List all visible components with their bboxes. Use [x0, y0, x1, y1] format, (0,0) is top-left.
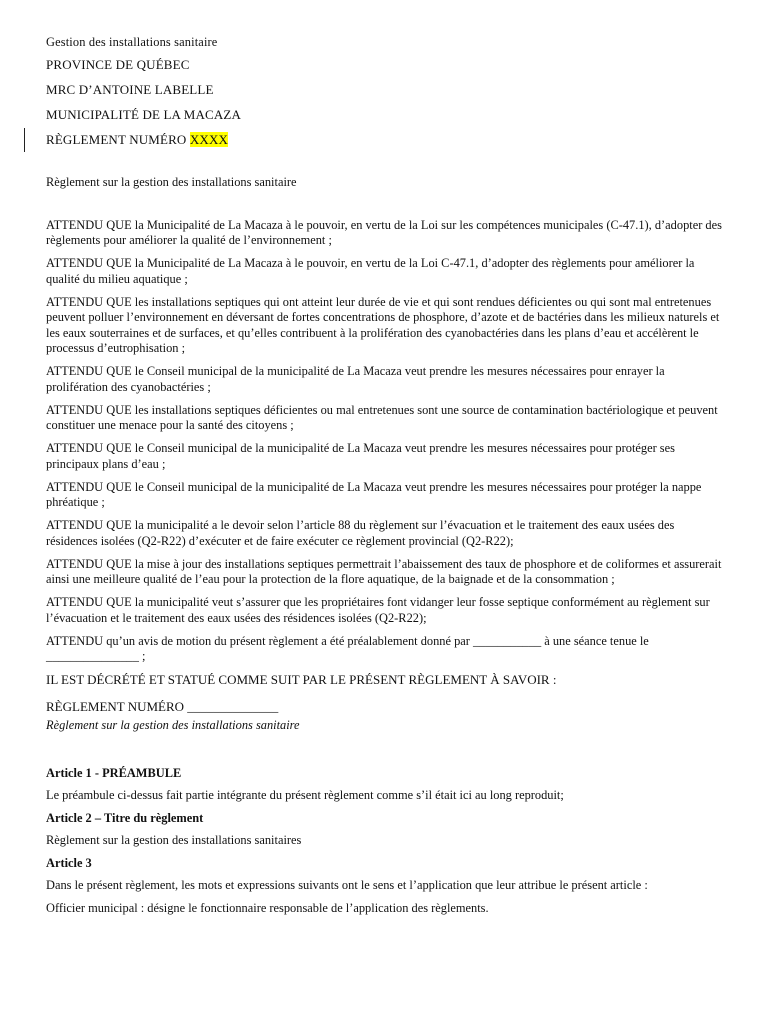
article-3-heading: Article 3	[46, 855, 92, 870]
article-1-heading: Article 1 - PRÉAMBULE	[46, 765, 182, 780]
whereas-clause: ATTENDU QUE la Municipalité de La Macaza à le pouvoir, en vertu de la Loi C-47.1, d’adopter des règlements pour améliorer la qualité du milieu aquatique ;	[46, 256, 695, 286]
revision-change-bar	[24, 128, 25, 152]
header-subject: Gestion des installations sanitaire	[46, 35, 218, 49]
article-2-heading: Article 2 – Titre du règlement	[46, 810, 204, 825]
whereas-clause: ATTENDU QUE la municipalité veut s’assurer que les propriétaires font vidanger leur fosse septique conformément au règlement sur l’évacuation et le traitement des eaux usées des résidences isolées (Q2-R22);	[46, 595, 710, 625]
header-regulation-number	[46, 131, 726, 148]
whereas-clause: ATTENDU QUE le Conseil municipal de la municipalité de La Macaza veut prendre les mesures nécessaires pour protéger ses principaux plans d’eau ;	[46, 441, 675, 471]
whereas-clause: ATTENDU QUE le Conseil municipal de la municipalité de La Macaza veut prendre les mesures nécessaires pour protéger la nappe phréatique ;	[46, 479, 702, 509]
header-province: PROVINCE DE QUÉBEC	[46, 57, 190, 72]
whereas-clause: ATTENDU QUE les installations septiques déficientes ou mal entretenues sont une source de contamination bactériologique et peuvent constituer une menace pour la santé des citoyens ;	[46, 402, 718, 432]
whereas-clause: ATTENDU QUE la mise à jour des installations septiques permettrait l’abaissement des taux de phosphore et de coliformes et assurerait ainsi une meilleure qualité de l’eau pour la protection de la flore aquatique, de la baignade et de la consommation ;	[46, 556, 722, 586]
regulation-number-placeholder: XXXX	[189, 132, 229, 147]
regulation-title-italic: Règlement sur la gestion des installations sanitaire	[46, 718, 300, 732]
whereas-clause: ATTENDU QUE le Conseil municipal de la municipalité de La Macaza veut prendre les mesures nécessaires pour enrayer la prolifération des cyanobactéries ;	[46, 364, 665, 394]
regulation-number-prefix: RÈGLEMENT NUMÉRO	[46, 132, 190, 147]
whereas-clauses	[46, 218, 726, 665]
header-municipality: MUNICIPALITÉ DE LA MACAZA	[46, 107, 242, 122]
document-page	[46, 34, 726, 923]
whereas-clause: ATTENDU QUE la Municipalité de La Macaza à le pouvoir, en vertu de la Loi sur les compétences municipales (C-47.1), d’adopter des règlements pour améliorer la qualité de l’environnement ;	[46, 217, 722, 247]
document-title: Règlement sur la gestion des installations sanitaire	[46, 175, 297, 189]
whereas-clause: ATTENDU qu’un avis de motion du présent règlement a été préalablement donné par ___________ à une séance tenue le _______________ ;	[46, 633, 649, 663]
whereas-clause: ATTENDU QUE les installations septiques qui ont atteint leur durée de vie et qui sont rendues déficientes ou qui sont mal entretenues peuvent polluer l’environnement en déversant de fortes concentrations de phosphore, d’azote et de bactéries dans les milieux naturels et les eaux souterraines et de surfaces, et qu’elles contribuent à la prolifération des cyanobactéries dans les plans d’eau et accélèrent le processus d’eutrophisation ;	[46, 294, 720, 355]
article-1-text: Le préambule ci-dessus fait partie intégrante du présent règlement comme s’il était ici au long reproduit;	[46, 788, 564, 802]
article-2-text: Règlement sur la gestion des installations sanitaires	[46, 833, 302, 847]
whereas-clause: ATTENDU QUE la municipalité a le devoir selon l’article 88 du règlement sur l’évacuation et le traitement des eaux usées des résidences isolées (Q2-R22) d’exécuter et de faire exécuter ce règlement provincial (Q2-R22);	[46, 518, 675, 548]
article-3-text: Dans le présent règlement, les mots et expressions suivants ont le sens et l’application que leur attribue le présent article :	[46, 878, 648, 892]
header-mrc: MRC D’ANTOINE LABELLE	[46, 82, 214, 97]
article-3-definition: Officier municipal : désigne le fonctionnaire responsable de l’application des règlements.	[46, 900, 489, 915]
decree-statement: IL EST DÉCRÉTÉ ET STATUÉ COMME SUIT PAR LE PRÉSENT RÈGLEMENT À SAVOIR :	[46, 672, 557, 687]
regulation-number-line: RÈGLEMENT NUMÉRO ______________	[46, 698, 279, 714]
